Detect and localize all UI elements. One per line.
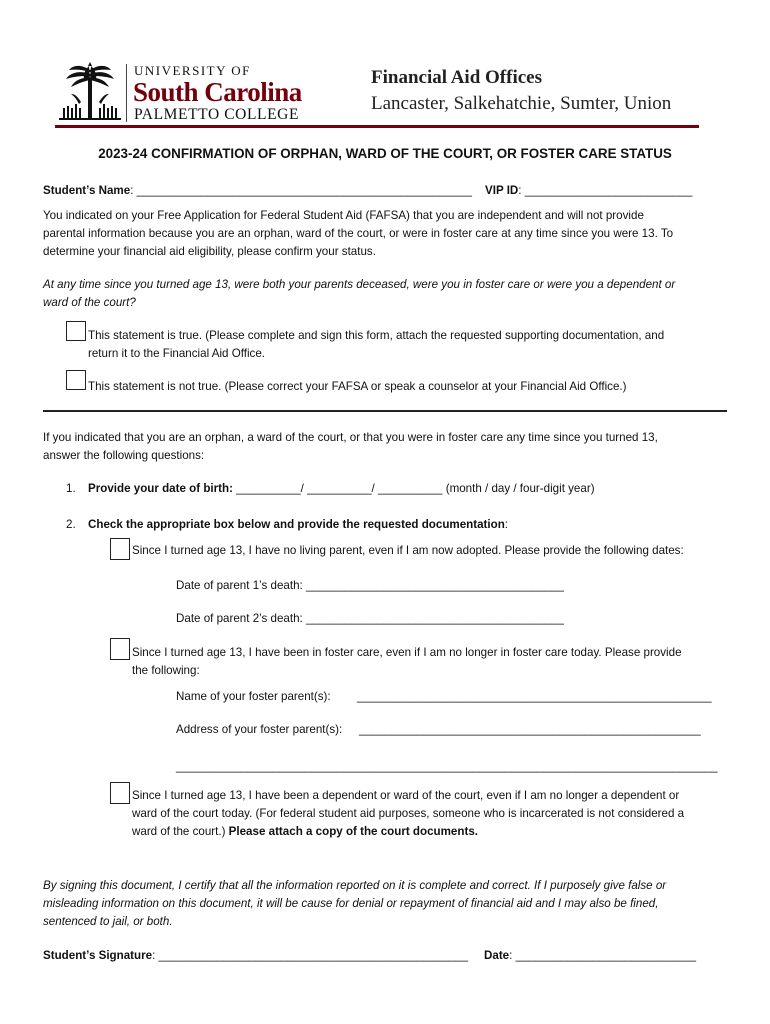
court-documents-note: Please attach a copy of the court documents.: [228, 825, 478, 838]
certification-line: By signing this document, I certify that all the information reported on it is complete and correct. If I purposely give false or: [43, 879, 667, 892]
intro-line: parental information because you are an orphan, ward of the court, or were in foster care at any time since you were 13. To: [43, 227, 674, 240]
student-name-field[interactable]: : ____________________________________________________: [130, 184, 472, 197]
ward-of-court-text: [132, 787, 732, 841]
statement-true-checkbox[interactable]: [66, 321, 86, 341]
foster-parent-address-field-2[interactable]: ____________________________________________________________________________________: [176, 760, 718, 773]
logo-south-carolina: South Carolina: [133, 77, 302, 107]
ward-of-court-checkbox[interactable]: [110, 782, 130, 804]
foster-parent-address-field[interactable]: _____________________________________________________: [359, 723, 701, 736]
statement-true-line: This statement is true. (Please complete and sign this form, attach the requested supporting documentation, and: [88, 329, 665, 342]
intro-line: determine your financial aid eligibility, please confirm your status.: [43, 245, 376, 258]
intro-paragraph: [43, 207, 743, 261]
form-title: 2023-24 CONFIRMATION OF ORPHAN, WARD OF THE COURT, OR FOSTER CARE STATUS: [98, 146, 672, 161]
vip-id-field[interactable]: : __________________________: [518, 184, 693, 197]
student-name-label: Student’s Name: [43, 184, 131, 197]
header-title: Financial Aid Offices: [371, 67, 542, 88]
followup-paragraph: [43, 429, 743, 465]
statement-false-checkbox[interactable]: [66, 370, 86, 390]
parent1-death-field[interactable]: Date of parent 1’s death: ________________________________________: [176, 579, 564, 592]
header-campuses: Lancaster, Salkehatchie, Sumter, Union: [371, 93, 672, 114]
foster-parent-name-field[interactable]: _______________________________________________________: [357, 690, 712, 703]
date-of-birth-row: [88, 480, 595, 498]
header-rule: [55, 125, 699, 128]
documentation-colon: :: [504, 518, 509, 531]
orphan-checkbox[interactable]: [110, 538, 130, 560]
documentation-label: Check the appropriate box below and provide the requested documentation: [88, 518, 505, 531]
statement-true-line: return it to the Financial Aid Office.: [88, 347, 266, 360]
vip-id-row: [485, 182, 692, 200]
date-row: [484, 947, 696, 965]
question-line: At any time since you turned age 13, were both your parents deceased, were you in foster care or were you a dependent or: [43, 278, 676, 291]
date-label: Date: [484, 949, 510, 962]
statement-false-text: This statement is not true. (Please correct your FAFSA or speak a counselor at your Financial Aid Office.): [88, 380, 627, 393]
foster-care-checkbox[interactable]: [110, 638, 130, 660]
signature-row: [43, 947, 468, 965]
date-of-birth-label: Provide your date of birth:: [88, 482, 233, 495]
logo-university-of: UNIVERSITY OF: [134, 63, 251, 78]
ward-line: Since I turned age 13, I have been a dependent or ward of the court, even if I am no longer a dependent or: [132, 789, 680, 802]
ward-last-line: ward of the court.): [132, 825, 229, 838]
intro-line: You indicated on your Free Application for Federal Student Aid (FAFSA) that you are independent and will not provide: [43, 209, 644, 222]
date-of-birth-hint: (month / day / four-digit year): [442, 482, 595, 495]
foster-care-line: the following:: [132, 664, 200, 677]
signature-label: Student’s Signature: [43, 949, 153, 962]
foster-parent-name-label: Name of your foster parent(s):: [176, 690, 331, 703]
question-line: ward of the court?: [43, 296, 136, 309]
followup-line: If you indicated that you are an orphan, a ward of the court, or that you were in foster care any time since you turned 13,: [43, 431, 658, 444]
foster-care-line: Since I turned age 13, I have been in foster care, even if I am no longer in foster care today. Please provide: [132, 646, 682, 659]
q2-number: 2.: [66, 518, 76, 531]
date-of-birth-field[interactable]: __________/ __________/ __________: [232, 482, 443, 495]
foster-parent-address-label: Address of your foster parent(s):: [176, 723, 343, 736]
q1-number: 1.: [66, 482, 76, 495]
orphan-text: Since I turned age 13, I have no living parent, even if I am now adopted. Please provide the following dates:: [132, 544, 684, 557]
signature-field[interactable]: : ________________________________________________: [152, 949, 469, 962]
logo-palmetto-college: PALMETTO COLLEGE: [134, 106, 300, 123]
documentation-instruction: [88, 516, 508, 534]
certification-line: sentenced to jail, or both.: [43, 915, 173, 928]
certification-paragraph: [43, 877, 743, 931]
vip-id-label: VIP ID: [485, 184, 519, 197]
followup-line: answer the following questions:: [43, 449, 205, 462]
parent2-death-field[interactable]: Date of parent 2’s death: ________________________________________: [176, 612, 564, 625]
palmetto-tree-logo-icon: [55, 60, 125, 128]
foster-care-text: [132, 644, 732, 680]
ward-line: [132, 823, 732, 841]
date-field[interactable]: : ____________________________: [509, 949, 697, 962]
student-name-row: [43, 182, 472, 200]
section-divider: [43, 410, 727, 412]
certification-line: misleading information on this document, it will be cause for denial or repayment of financial aid and I may also be fined,: [43, 897, 659, 910]
logo-divider: [126, 64, 127, 122]
ward-line: ward of the court today. (For federal student aid purposes, someone who is incarcerated is not considered a: [132, 807, 685, 820]
status-question: [43, 276, 743, 312]
statement-true-text: [88, 327, 738, 363]
